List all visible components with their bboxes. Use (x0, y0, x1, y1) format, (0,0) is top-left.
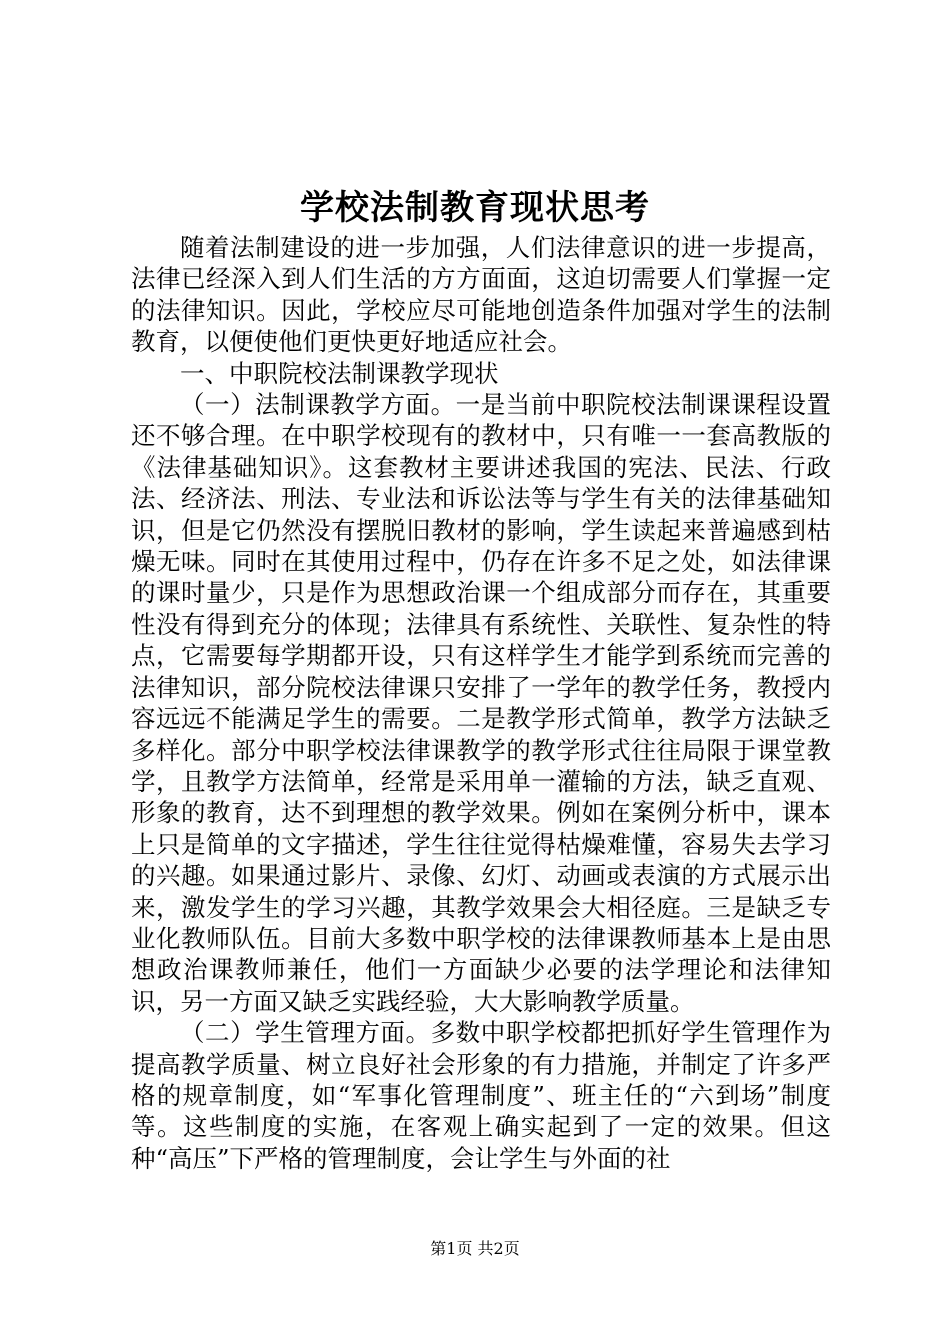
intro-paragraph: 随着法制建设的进一步加强，人们法律意识的进一步提高，法律已经深入到人们生活的方方面面，这迫切需要人们掌握一定的法律知识。因此，学校应尽可能地创造条件加强对学生的法制教育，以便使他们更快更好地适应社会。 (131, 233, 831, 357)
document-body (131, 232, 831, 1174)
section-heading: 一、中职院校法制课教学现状 (180, 358, 499, 388)
teaching-paragraph: （一）法制课教学方面。一是当前中职院校法制课课程设置还不够合理。在中职学校现有的教材中，只有唯一一套高教版的《法律基础知识》。这套教材主要讲述我国的宪法、民法、行政法、经济法、刑法、专业法和诉讼法等与学生有关的法律基础知识，但是它仍然没有摆脱旧教材的影响，学生读起来普遍感到枯燥无味。同时在其使用过程中，仍存在许多不足之处，如法律课的课时量少，只是作为思想政治课一个组成部分而存在，其重要性没有得到充分的体现；法律具有系统性、关联性、复杂性的特点，它需要每学期都开设，只有这样学生才能学到系统而完善的法律知识，部分院校法律课只安排了一学年的教学任务，教授内容远远不能满足学生的需要。二是教学形式简单，教学方法缺乏多样化。部分中职学校法律课教学的教学形式往往局限于课堂教学，且教学方法简单，经常是采用单一灌输的方法，缺乏直观、形象的教育，达不到理想的教学效果。例如在案例分析中，课本上只是简单的文字描述，学生往往觉得枯燥难懂，容易失去学习的兴趣。如果通过影片、录像、幻灯、动画或表演的方式展示出来，激发学生的学习兴趣，其教学效果会大相径庭。三是缺乏专业化教师队伍。目前大多数中职学校的法律课教师基本上是由思想政治课教师兼任，他们一方面缺少必要的法学理论和法律知识，另一方面又缺乏实践经验，大大影响教学质量。 (131, 390, 831, 1016)
management-paragraph: （二）学生管理方面。多数中职学校都把抓好学生管理作为提高教学质量、树立良好社会形象的有力措施，并制定了许多严格的规章制度，如“军事化管理制度”、班主任的“六到场”制度等。这些制度的实施，在客观上确实起到了一定的效果。但这种“高压”下严格的管理制度，会让学生与外面的社 (131, 1018, 831, 1173)
page-number-footer: 第1页 共2页 (430, 1239, 520, 1258)
document-title: 学校法制教育现状思考 (300, 188, 650, 228)
